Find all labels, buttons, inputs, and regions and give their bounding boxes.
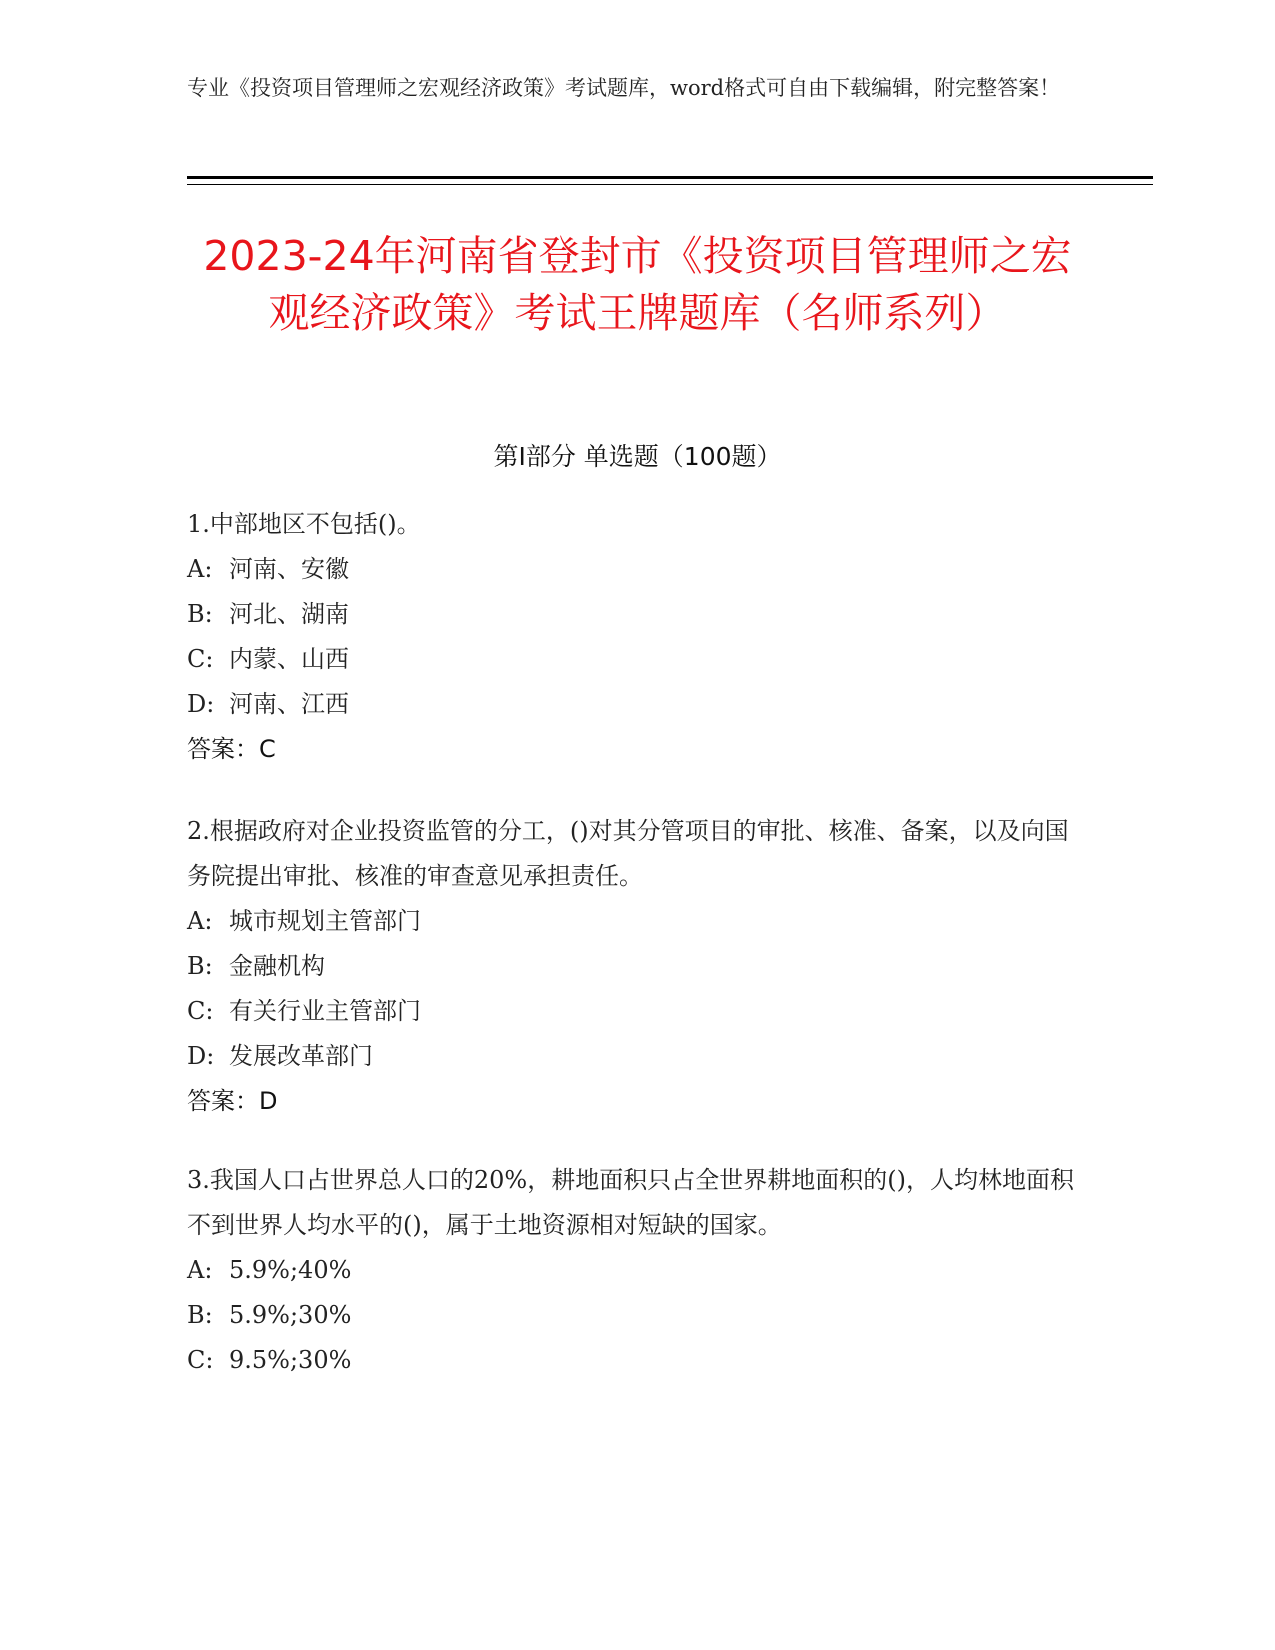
option-text: 发展改革部门 xyxy=(229,1042,373,1070)
answer: 答案：D xyxy=(187,1087,278,1115)
option-c xyxy=(187,989,1087,1034)
question-stem: 3.我国人口占世界总人口的20%，耕地面积只占全世界耕地面积的()，人均林地面积不到世界人均水平的()，属于土地资源相对短缺的国家。 xyxy=(187,1166,1074,1239)
option-text: 5.9%;30% xyxy=(229,1301,352,1329)
option-b xyxy=(187,1293,1087,1338)
option-a xyxy=(187,547,1087,592)
answer: 答案：C xyxy=(187,735,276,763)
option-key: B: xyxy=(187,952,213,980)
header-note: 专业《投资项目管理师之宏观经济政策》考试题库，word格式可自由下载编辑，附完整答案！ xyxy=(187,76,1061,100)
option-key: B: xyxy=(187,600,213,628)
option-key: A: xyxy=(187,1256,213,1284)
option-text: 有关行业主管部门 xyxy=(229,997,421,1025)
header-divider-thick xyxy=(187,176,1153,179)
question-stem: 2.根据政府对企业投资监管的分工，()对其分管项目的审批、核准、备案，以及向国务院提出审批、核准的审查意见承担责任。 xyxy=(187,817,1069,890)
option-text: 城市规划主管部门 xyxy=(229,907,421,935)
header-divider-thin xyxy=(187,184,1153,185)
option-key: D: xyxy=(187,690,215,718)
option-b xyxy=(187,592,1087,637)
option-key: C: xyxy=(187,645,214,673)
question-stem: 1.中部地区不包括()。 xyxy=(187,510,421,538)
option-key: D: xyxy=(187,1042,215,1070)
option-c xyxy=(187,637,1087,682)
option-text: 河北、湖南 xyxy=(229,600,349,628)
option-key: B: xyxy=(187,1301,213,1329)
option-text: 金融机构 xyxy=(229,952,325,980)
option-a xyxy=(187,899,1087,944)
question-3 xyxy=(187,1158,1087,1383)
question-1 xyxy=(187,502,1087,772)
section-heading: 第I部分 单选题（100题） xyxy=(493,442,782,471)
option-a xyxy=(187,1248,1087,1293)
option-c xyxy=(187,1338,1087,1383)
option-key: A: xyxy=(187,907,213,935)
option-key: C: xyxy=(187,1346,214,1374)
option-d xyxy=(187,682,1087,727)
option-text: 内蒙、山西 xyxy=(229,645,349,673)
option-key: C: xyxy=(187,997,214,1025)
document-title: 2023-24年河南省登封市《投资项目管理师之宏观经济政策》考试王牌题库（名师系列） xyxy=(203,232,1072,337)
option-text: 河南、安徽 xyxy=(229,555,349,583)
option-d xyxy=(187,1034,1087,1079)
question-2 xyxy=(187,809,1087,1124)
option-text: 5.9%;40% xyxy=(229,1256,352,1284)
option-text: 9.5%;30% xyxy=(229,1346,352,1374)
option-key: A: xyxy=(187,555,213,583)
option-text: 河南、江西 xyxy=(229,690,349,718)
option-b xyxy=(187,944,1087,989)
